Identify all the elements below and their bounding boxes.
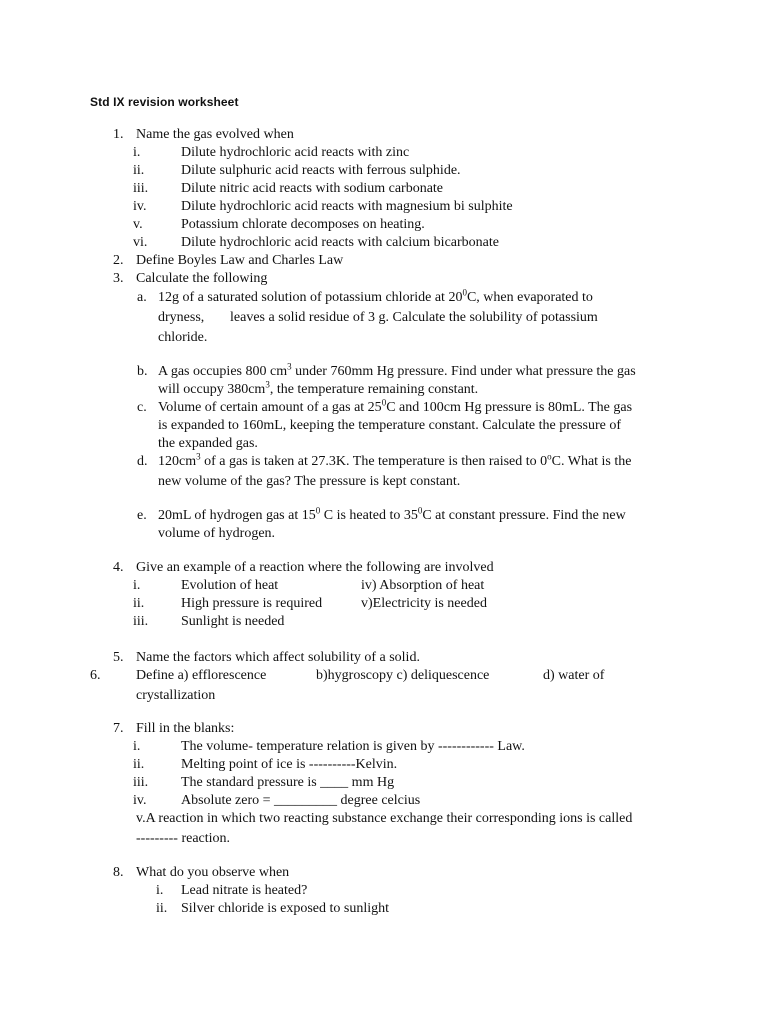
q3e-line-2: volume of hydrogen. [158, 526, 276, 541]
q2-text: Define Boyles Law and Charles Law [136, 253, 344, 268]
q4-item-text: Evolution of heat [181, 578, 279, 593]
q6-part-2: b)hygroscopy c) deliquescence [316, 668, 490, 683]
q1-item-text: Dilute hydrochloric acid reacts with calcium bicarbonate [181, 235, 499, 250]
q3a-line-3: chloride. [158, 330, 208, 345]
q7-item-text: Absolute zero = _________ degree celcius [181, 793, 421, 808]
q4-item-text: High pressure is required [181, 596, 323, 611]
q1-item-number: iii. [133, 181, 149, 196]
q4-item-number: ii. [133, 596, 145, 611]
q7-text: Fill in the blanks: [136, 721, 235, 736]
q3c-line-2: is expanded to 160mL, keeping the temperature constant. Calculate the pressure of [158, 418, 622, 433]
q3a-line-2b: leaves a solid residue of 3 g. Calculate the solubility of potassium [230, 310, 598, 325]
q3a-line-2a: dryness, [158, 310, 205, 325]
q4-item-text-right: v)Electricity is needed [361, 596, 487, 611]
q1-item-text: Dilute hydrochloric acid reacts with zinc [181, 145, 410, 160]
q1-number: 1. [113, 127, 124, 142]
q1-item-number: v. [133, 217, 143, 232]
q4-item-text-right: iv) Absorption of heat [361, 578, 485, 593]
q6-part-3: d) water of [543, 668, 605, 683]
q4-item-number: iii. [133, 614, 149, 629]
q7-item-text: Melting point of ice is ----------Kelvin. [181, 757, 398, 772]
q3c-line-3: the expanded gas. [158, 436, 258, 451]
q7-number: 7. [113, 721, 124, 736]
q7-item-number: ii. [133, 757, 145, 772]
q7-item-number: iv. [133, 793, 147, 808]
q3e-line-1: 20mL of hydrogen gas at $15^0$ C is heated to $35^0C$ at constant pressure. Find the new [158, 505, 626, 523]
q3a-line-1: 12g of a saturated solution of potassium chloride at $20^0C$, when evaporated to [158, 287, 593, 305]
q3-number: 3. [113, 271, 124, 286]
q7-item-number: i. [133, 739, 141, 754]
q1-text: Name the gas evolved when [136, 127, 294, 142]
q8-item-text: Lead nitrate is heated? [181, 883, 308, 898]
q7-item-v-line-2: --------- reaction. [136, 831, 231, 846]
q7-item-text: The volume- temperature relation is given by ------------ Law. [181, 739, 525, 754]
q3b-label: b. [137, 364, 148, 379]
q4-item-text: Sunlight is needed [181, 614, 285, 629]
q8-number: 8. [113, 865, 124, 880]
q8-text: What do you observe when [136, 865, 290, 880]
q1-item-number: ii. [133, 163, 145, 178]
q6-part-1: Define a) efflorescence [136, 668, 267, 683]
q6-number: 6. [90, 668, 101, 683]
q8-item-number: ii. [156, 901, 168, 916]
q1-item-text: Dilute sulphuric acid reacts with ferrous sulphide. [181, 163, 461, 178]
q3d-label: d. [137, 454, 148, 469]
q6-line-2: crystallization [136, 688, 216, 703]
q3b-line-2: will occupy $380cm^3$, the temperature remaining constant. [158, 379, 479, 397]
q3b-line-1: A gas occupies 800 $cm^3$ under 760mm Hg pressure. Find under what pressure the gas [158, 361, 636, 379]
q7-item-number: iii. [133, 775, 149, 790]
q5-number: 5. [113, 650, 124, 665]
q3c-label: c. [137, 400, 147, 415]
q1-item-text: Dilute hydrochloric acid reacts with magnesium bi sulphite [181, 199, 513, 214]
q4-item-number: i. [133, 578, 141, 593]
q1-item-number: vi. [133, 235, 148, 250]
q3-text: Calculate the following [136, 271, 268, 286]
q1-item-text: Dilute nitric acid reacts with sodium carbonate [181, 181, 444, 196]
q3d-line-2: new volume of the gas? The pressure is kept constant. [158, 474, 461, 489]
q8-item-number: i. [156, 883, 164, 898]
q7-item-text: The standard pressure is ____ mm Hg [181, 775, 395, 790]
q3e-label: e. [137, 508, 147, 523]
q7-item-v-line-1: v.A reaction in which two reacting substance exchange their corresponding ions is called [136, 811, 633, 826]
q3a-label: a. [137, 290, 147, 305]
q1-item-number: i. [133, 145, 141, 160]
q2-number: 2. [113, 253, 124, 268]
q5-text: Name the factors which affect solubility of a solid. [136, 650, 420, 665]
q4-text: Give an example of a reaction where the following are involved [136, 560, 494, 575]
q3d-line-1: $120cm^3$ of a gas is taken at 27.3K. The temperature is then raised to 0$^o$C. What is the [158, 451, 632, 469]
q8-item-text: Silver chloride is exposed to sunlight [181, 901, 390, 916]
q4-number: 4. [113, 560, 124, 575]
q1-item-number: iv. [133, 199, 147, 214]
q1-item-text: Potassium chlorate decomposes on heating. [181, 217, 425, 232]
q3c-line-1: Volume of certain amount of a gas at $25^0C$ and 100cm Hg pressure is 80mL. The gas [158, 397, 633, 415]
page-title: Std IX revision worksheet [90, 95, 239, 109]
